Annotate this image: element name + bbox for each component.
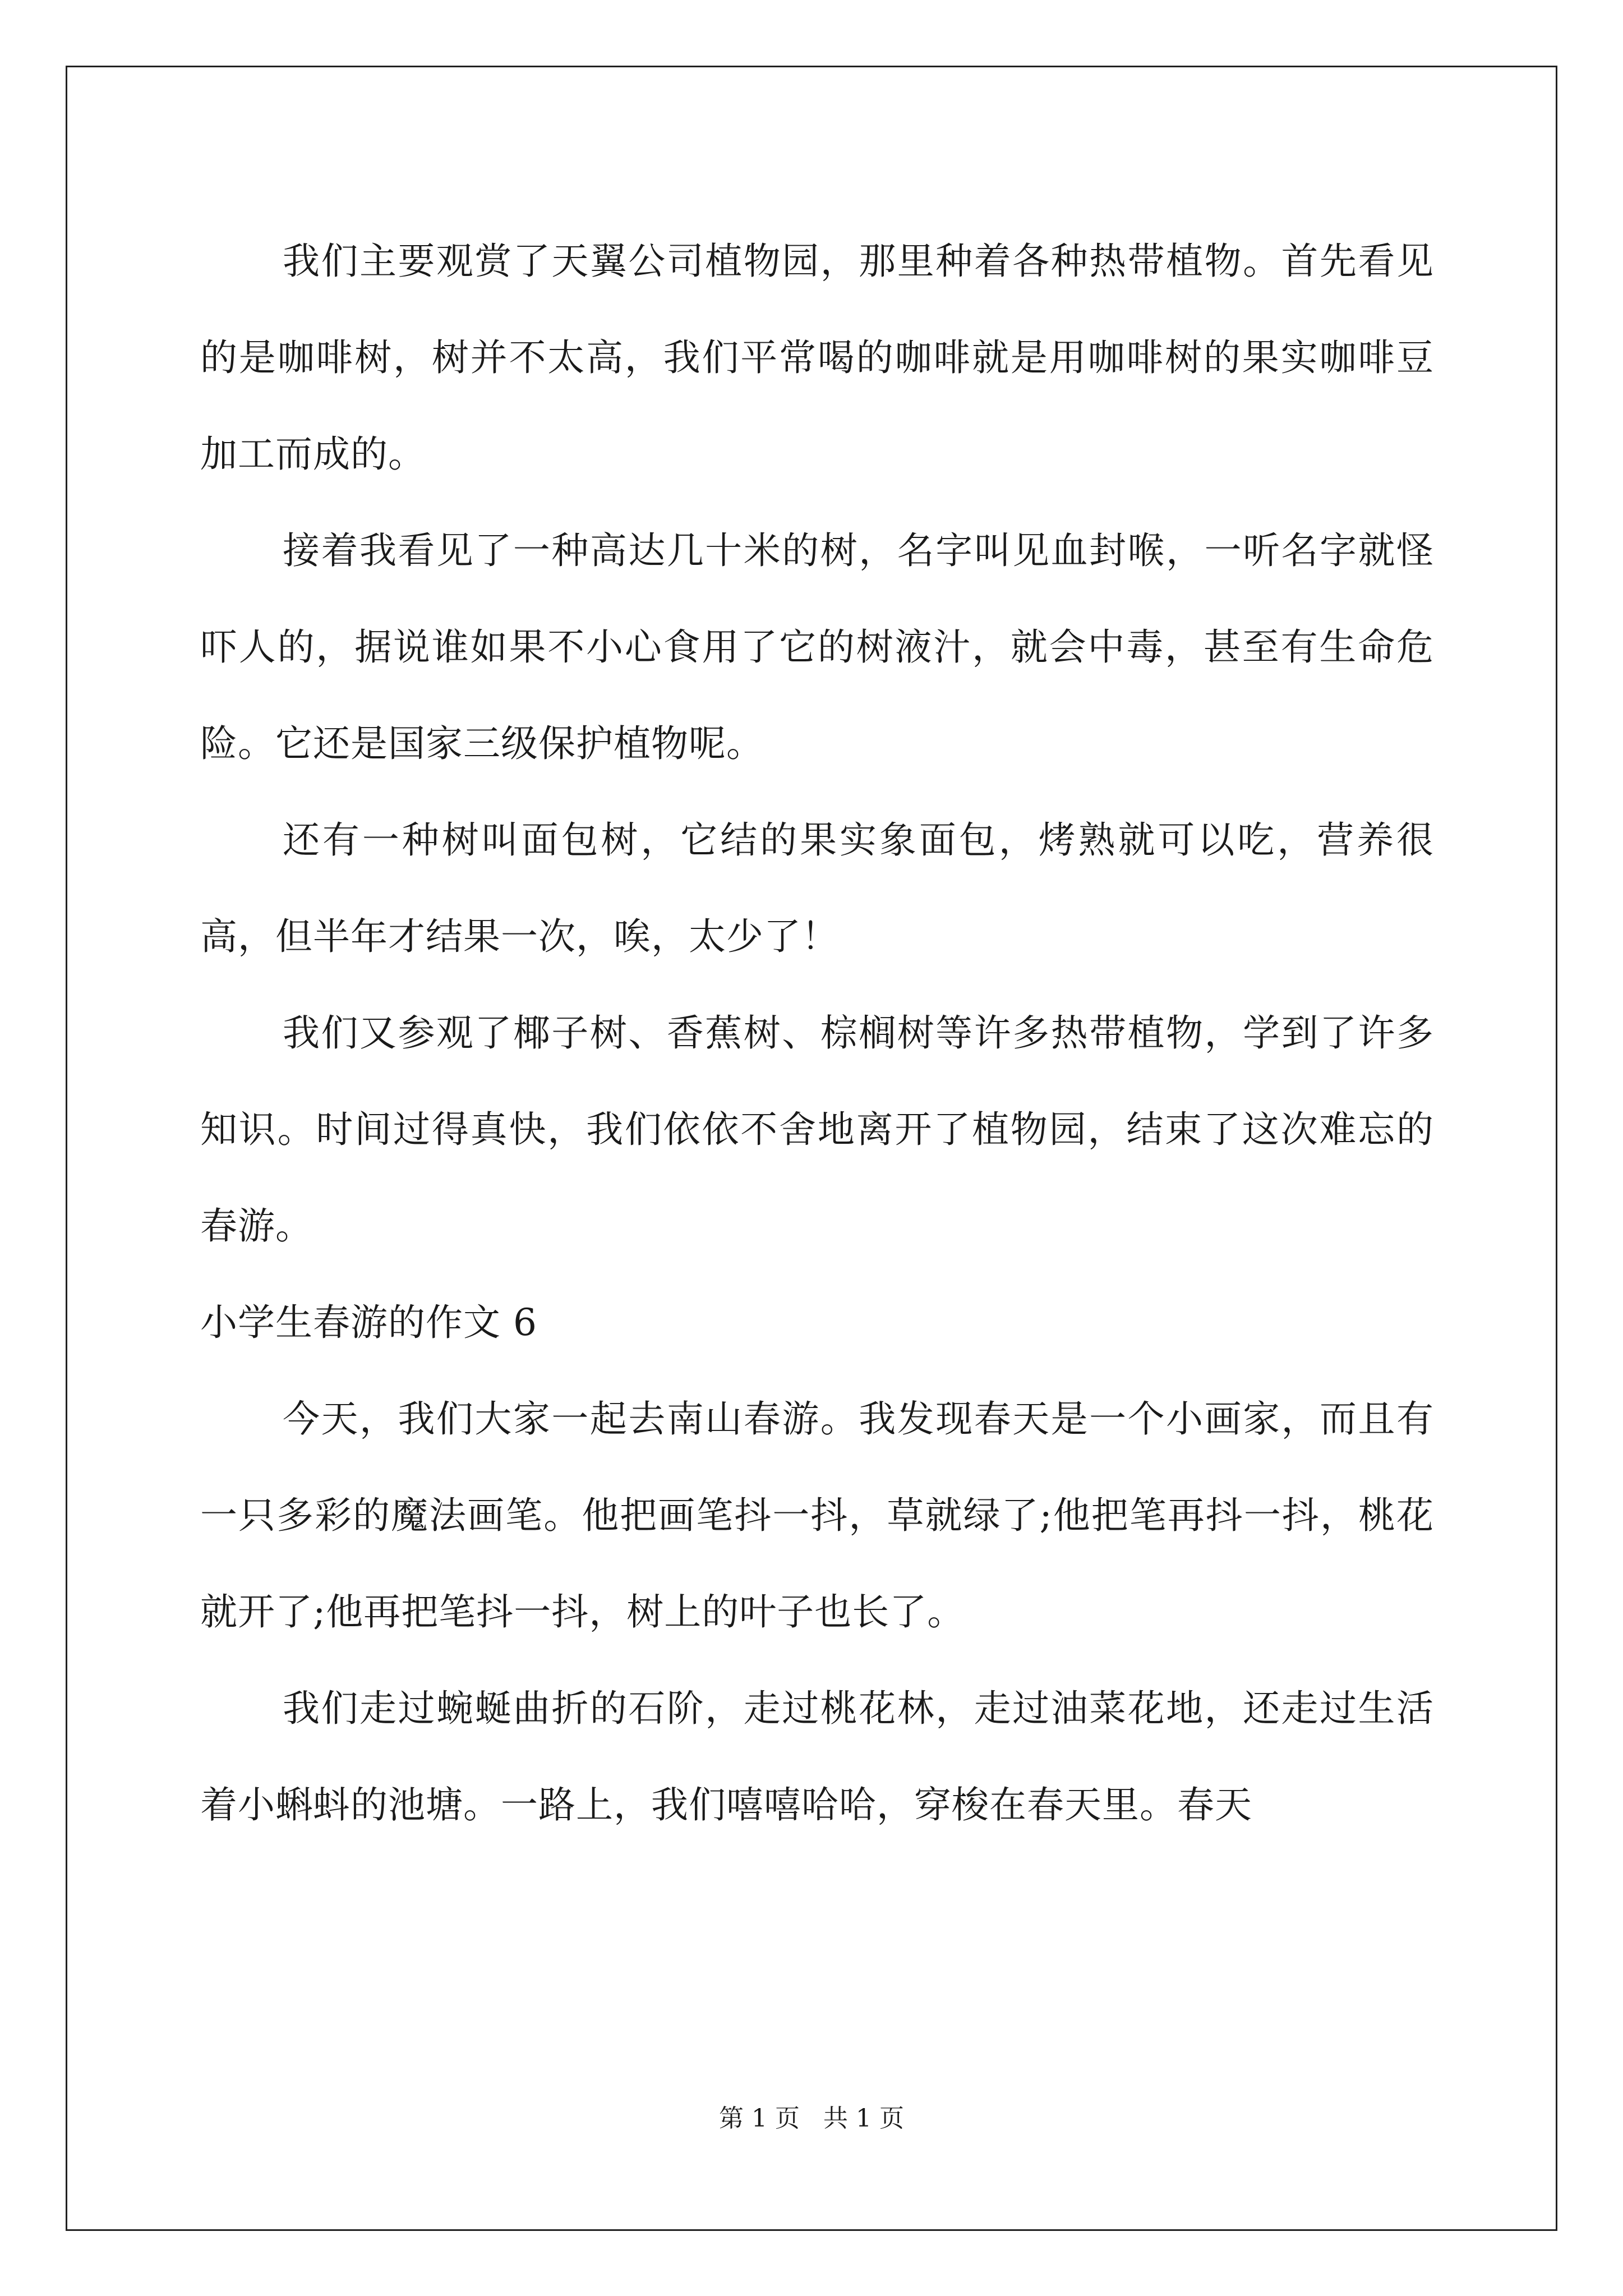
paragraph-tropical-plants: 我们又参观了椰子树、香蕉树、棕榈树等许多热带植物，学到了许多知识。时间过得真快，我们依依不舍地离开了植物园，结束了这次难忘的春游。 (200, 1011, 1434, 1248)
section-title: 小学生春游的作文 6 (200, 1301, 537, 1344)
document-body (200, 213, 1434, 1853)
paragraph-breadfruit-tree: 还有一种树叫面包树，它结的果实象面包，烤熟就可以吃，营养很高，但半年才结果一次，唉，太少了！ (200, 818, 1434, 958)
paragraph-stone-steps: 我们走过蜿蜒曲折的石阶，走过桃花林，走过油菜花地，还走过生活着小蝌蚪的池塘。一路上，我们嘻嘻哈哈，穿梭在春天里。春天 (200, 1687, 1434, 1826)
paragraph-jianxuefenghou: 接着我看见了一种高达几十米的树，名字叫见血封喉，一听名字就怪吓人的，据说谁如果不小心食用了它的树液汁，就会中毒，甚至有生命危险。它还是国家三级保护植物呢。 (200, 529, 1434, 765)
page-number-footer: 第 1 页 共 1 页 (719, 2104, 904, 2133)
paragraph-botanical-garden: 我们主要观赏了天翼公司植物园，那里种着各种热带植物。首先看见的是咖啡树，树并不太高，我们平常喝的咖啡就是用咖啡树的果实咖啡豆加工而成的。 (200, 240, 1434, 476)
paragraph-nanshan-spring: 今天，我们大家一起去南山春游。我发现春天是一个小画家，而且有一只多彩的魔法画笔。他把画笔抖一抖，草就绿了;他把笔再抖一抖，桃花就开了;他再把笔抖一抖，树上的叶子也长了。 (200, 1397, 1434, 1634)
